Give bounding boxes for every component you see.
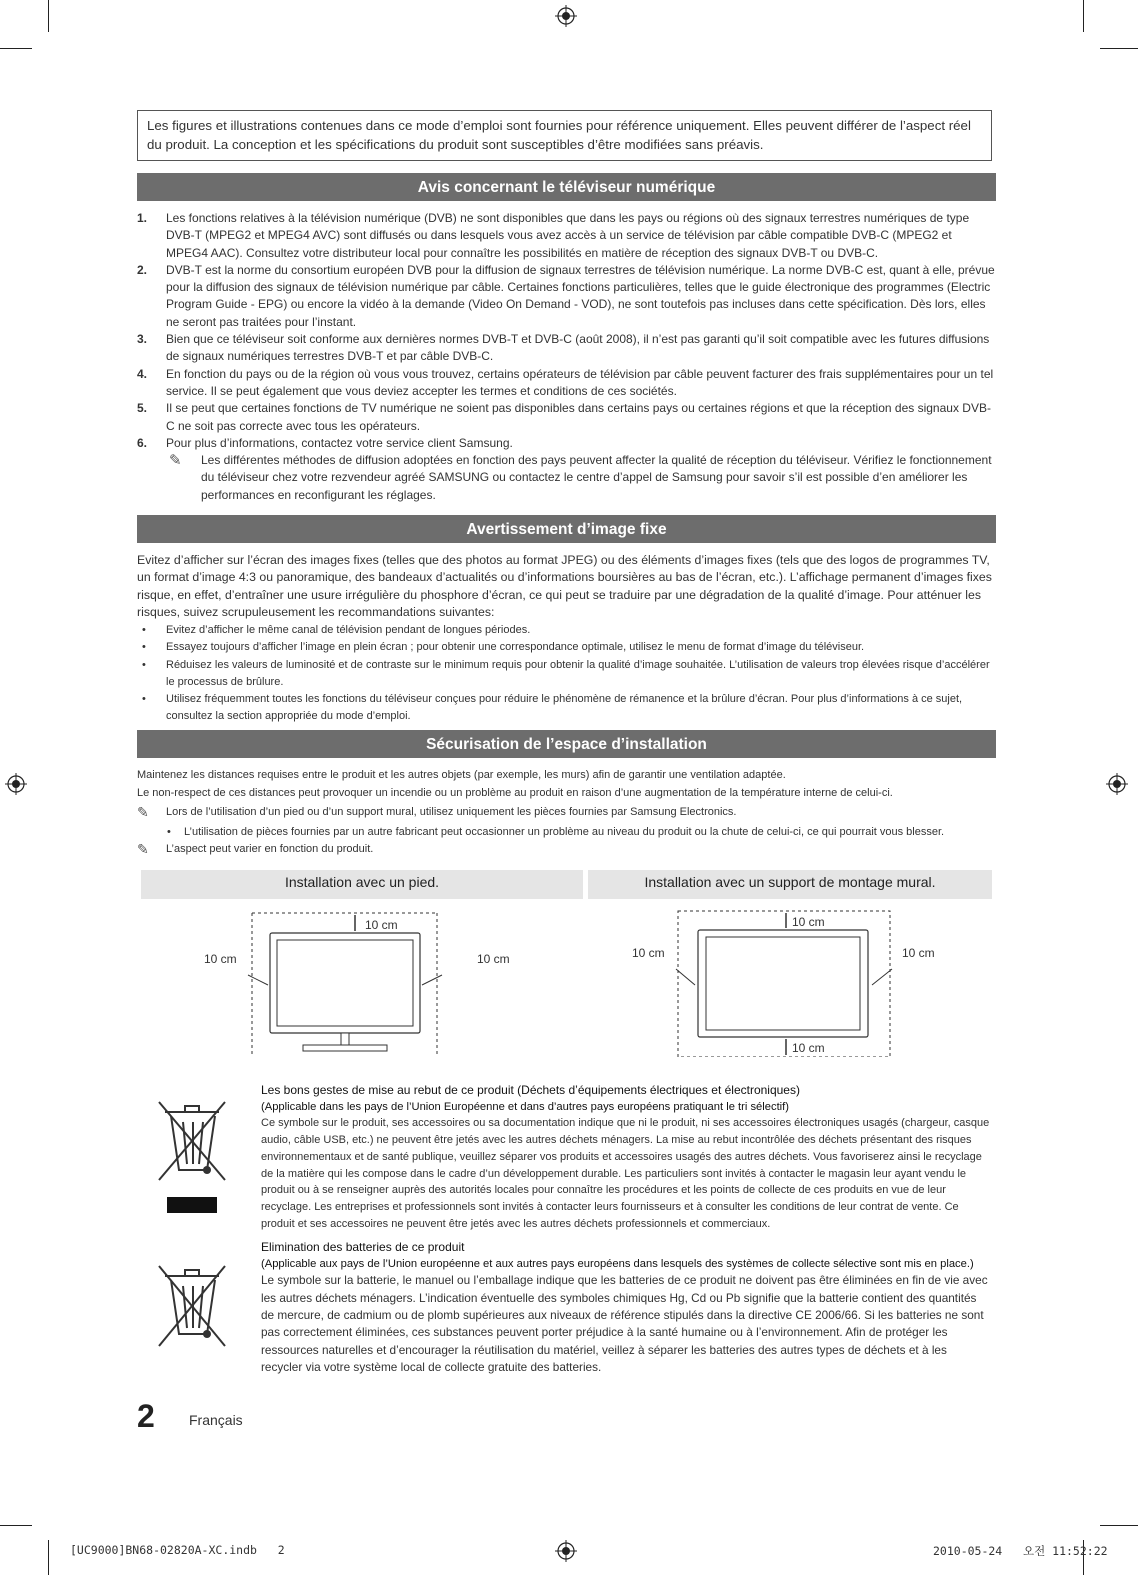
note-row: [137, 452, 997, 504]
clearance-arrow: [248, 975, 268, 985]
stand-base: [303, 1045, 387, 1051]
item-number: 4.: [137, 366, 148, 381]
section-title-digital-tv: Avis concernant le téléviseur numérique: [137, 173, 996, 201]
stand-install-title: Installation avec un pied.: [141, 870, 583, 899]
page-number: 2: [137, 1398, 155, 1434]
battery-body: Le symbole sur la batterie, le manuel ou l’emballage indique que les batteries de ce produit ne doivent pas être éliminées en fin de vie avec les autres déchets ménagers. L’indication éventuelle des symboles chimiques Hg, Cd ou Pb signifie que la batterie contient des quantités de mercure, de cadmium ou de plomb supérieures aux niveaux de référence stipulés dans la directive CE 2006/66. Si les batteries ne sont pas correctement éliminées, ces substances peuvent porter préjudice à la santé humaine ou à l’environnement. Afin de protéger les ressources naturelles et d’encourager la réutilisation du matériel, veillez à séparer les batteries des autres types de déchets et à les recycler via votre système local de collecte gratuite des batteries.: [261, 1273, 988, 1374]
footer-filename: [UC9000]BN68-02820A-XC.indb 2: [70, 1543, 285, 1557]
list-item: [137, 639, 997, 656]
wall-left-clearance: 10 cm: [632, 946, 665, 960]
list-item: [137, 622, 997, 639]
note-row: [137, 841, 997, 859]
registration-mark-icon: [555, 1540, 577, 1562]
item-number: 2.: [137, 262, 148, 277]
tv-screen: [706, 937, 860, 1030]
page-language: Français: [189, 1412, 243, 1428]
bullet-icon: •: [142, 641, 146, 654]
bullet-text: Essayez toujours d’afficher l’image en plein écran ; pour obtenir une correspondance optimale, utilisez le menu de format d’image du téléviseur.: [166, 641, 865, 654]
battery-title: Elimination des batteries de ce produit: [261, 1240, 465, 1254]
list-item: [137, 262, 997, 331]
weee-subtitle: (Applicable dans les pays de l’Union Européenne et dans d’autres pays européens pratiquant le tri sélectif): [261, 1100, 789, 1113]
item-number: 6.: [137, 435, 148, 450]
wall-install-title: Installation avec un support de montage mural.: [588, 870, 992, 899]
list-item: [137, 435, 997, 452]
stand-neck: [341, 1033, 349, 1045]
disclaimer-box: Les figures et illustrations contenues dans ce mode d’emploi sont fournies pour référence uniquement. Elles peuvent différer de l’aspect réel du produit. La conception et les spécifications du produit sont susceptibles d’être modifiées sans préavis.: [137, 110, 992, 161]
list-item: [137, 657, 997, 692]
crop-mark: [48, 0, 49, 32]
list-item: [137, 691, 997, 726]
crop-mark: [48, 1540, 49, 1575]
wall-installation-diagram: [640, 905, 930, 1057]
wall-top-clearance: 10 cm: [792, 915, 825, 929]
black-bar: [167, 1197, 217, 1213]
list-item: [137, 331, 997, 366]
note-text: Lors de l’utilisation d’un pied ou d’un support mural, utilisez uniquement les pièces fournies par Samsung Electronics.: [166, 806, 737, 818]
bullet-text: Réduisez les valeurs de luminosité et de contraste sur le minimum requis pour obtenir la qualité d’image souhaitée. L’utilisation de valeurs trop élevées risque d’accélérer le processus de brûlure.: [166, 658, 990, 688]
battery-section: [261, 1239, 991, 1376]
bullet-text: Utilisez fréquemment toutes les fonctions du téléviseur conçues pour réduire le phénomène de rémanence et la brûlure d’écran. Pour plus d’informations à ce sujet, consultez la section appropriée du mode d’emploi.: [166, 693, 963, 723]
item-number: 5.: [137, 401, 148, 416]
note-text: L’aspect peut varier en fonction du produit.: [166, 843, 374, 855]
stand-installation-diagram: [190, 905, 480, 1057]
list-item: [137, 400, 997, 435]
installation-text: [137, 767, 997, 859]
registration-mark-icon: [555, 5, 577, 27]
tv-screen: [277, 940, 413, 1026]
clearance-arrow: [422, 975, 442, 985]
bullet-icon: •: [142, 658, 146, 671]
item-text: Bien que ce téléviseur soit conforme aux dernières normes DVB-T et DVB-C (août 2008), il n’est pas garanti qu’il soit compatible avec les futures diffusions de signaux numériques terrestres DVB-T et par câble DVB-C.: [166, 332, 990, 364]
item-text: DVB-T est la norme du consortium européen DVB pour la diffusion de signaux terrestres de télévision numérique. La norme DVB-C est, quant à elle, prévue pour la diffusion des signaux de télévision numérique par câble. Certaines fonctions particulières, telles que le guide électronique des programmes (Electric Program Guide - EPG) ou encore la vidéo à la demande (Video On Demand - VOD), ne sont toutefois pas incluses dans cette spécification. Dès lors, elles ne seront pas traitées pour l’instant.: [166, 262, 995, 329]
pencil-note-icon: ✎: [137, 841, 149, 857]
wall-right-clearance: 10 cm: [902, 946, 935, 960]
weee-title: Les bons gestes de mise au rebut de ce produit (Déchets d’équipements électriques et électroniques): [261, 1083, 800, 1097]
item-number: 3.: [137, 332, 148, 347]
weee-section: [261, 1082, 991, 1232]
list-item: [137, 366, 997, 401]
crossed-bin-icon: [155, 1098, 230, 1216]
item-text: Il se peut que certaines fonctions de TV numérique ne soient pas disponibles dans certains pays ou certaines régions et que la réception des signaux DVB-C ne soit pas correcte avec tous les opérateurs.: [166, 401, 991, 433]
pencil-note-icon: ✎: [137, 804, 149, 820]
registration-mark-icon: [5, 773, 27, 795]
crossed-battery-bin-icon: [155, 1262, 230, 1352]
weee-body: Ce symbole sur le produit, ses accessoires ou sa documentation indique que ni le produit, ni ses accessoires électroniques usagés (chargeur, casque audio, câble USB, etc.) ne peuvent être jetés avec les autres déchets ménagers. La mise au rebut incontrôlée des déchets présentant des risques environnementaux et de santé publique, veuillez séparer vos produits et accessoires usagés des autres déchets. Vous favoriserez ainsi le recyclage de la matière qui les compose dans le cadre d’un développement durable. Les particuliers sont invités à contacter le magasin leur ayant vendu le produit ou à se renseigner auprès des autorités locales pour connaître les procédures et les points de collecte de ces produits en vue de leur recyclage. Les entreprises et professionnels sont invités à contacter leurs fournisseurs et à consulter les conditions de leur contrat de vente. Ce produit et ses accessoires ne peuvent être jetés avec les autres déchets professionnels et commerciaux.: [261, 1117, 990, 1230]
note-row: [137, 804, 997, 822]
bullet-icon: •: [142, 693, 146, 706]
crop-mark: [0, 48, 32, 49]
list-item: [137, 210, 997, 262]
stand-left-clearance: 10 cm: [204, 952, 237, 966]
installation-line: Le non-respect de ces distances peut provoquer un incendie ou un problème au produit en raison d’une augmentation de la température interne de celui-ci.: [137, 786, 893, 799]
bullet-icon: •: [142, 624, 146, 636]
stand-top-clearance: 10 cm: [365, 918, 398, 932]
battery-subtitle: (Applicable aux pays de l’Union européenne et aux autres pays européens dans lesquels des systèmes de collecte sélective sont mis en place.): [261, 1257, 974, 1270]
note-text: Les différentes méthodes de diffusion adoptées en fonction des pays peuvent affecter la qualité de réception du téléviseur. Vérifiez le fonctionnement du téléviseur chez votre rezvendeur agréé SAMSUNG ou contactez le centre d’appel de Samsung pour savoir s’il est possible d’en améliorer les performances en reconfigurant les réglages.: [201, 453, 992, 502]
wall-bottom-clearance: 10 cm: [792, 1041, 825, 1055]
still-image-bullets: [137, 622, 997, 726]
crop-mark: [0, 1525, 32, 1526]
section-title-still-image: Avertissement d’image fixe: [137, 515, 996, 543]
bullet-icon: •: [167, 825, 171, 838]
sub-bullet-text: L’utilisation de pièces fournies par un autre fabricant peut occasionner un problème au niveau du produit ou la chute de celui-ci, ce qui pourrait vous blesser.: [184, 825, 945, 838]
item-text: Pour plus d’informations, contactez votre service client Samsung.: [166, 435, 513, 450]
stand-right-clearance: 10 cm: [477, 952, 510, 966]
installation-line: Maintenez les distances requises entre le produit et les autres objets (par exemple, les murs) afin de garantir une ventilation adaptée.: [137, 769, 786, 781]
pencil-note-icon: ✎: [169, 452, 182, 470]
crop-mark: [1100, 48, 1138, 49]
digital-tv-list: [137, 210, 997, 504]
still-image-intro: Evitez d’afficher sur l’écran des images fixes (telles que des photos au format JPEG) ou des éléments d’images fixes (tels que des logos de programmes TV, un format d’image 4:3 ou panoramique, des bandeaux d’actualités ou d’informations boursières au bas de l’écran, etc.). L’affichage permanent d’images fixes risque, en effet, d’entraîner une usure irrégulière du phosphore d’écran, ce qui peut se traduire par une dégradation de la qualité d’image. Pour atténuer les risques, suivez scrupuleusement les recommandations suivantes:: [137, 553, 992, 619]
section-title-installation: Sécurisation de l’espace d’installation: [137, 730, 996, 758]
crop-mark: [1100, 1525, 1138, 1526]
sub-bullet-row: [137, 824, 997, 842]
bullet-text: Evitez d’afficher le même canal de télévision pendant de longues périodes.: [166, 624, 531, 636]
item-text: En fonction du pays ou de la région où vous vous trouvez, certains opérateurs de télévision par câble peuvent facturer des frais supplémentaires pour un tel service. Il se peut également que vous deviez accepter les termes et conditions de ces sociétés.: [166, 366, 994, 398]
clearance-arrow: [676, 969, 695, 985]
item-number: 1.: [137, 211, 148, 225]
item-text: Les fonctions relatives à la télévision numérique (DVB) ne sont disponibles que dans les pays ou régions où des signaux terrestres numériques de type DVB-T (MPEG2 et MPEG4 AVC) sont diffusés ou dans lesquels vous avez accès à un service de télévision par câble compatible DVB-C (MPEG2 et MPEG4 AAC). Consultez votre distributeur local pour connaître les possibilités en matière de réception des signaux DVB-T ou DVB-C.: [166, 211, 970, 260]
registration-mark-icon: [1106, 773, 1128, 795]
clearance-arrow: [872, 969, 892, 985]
footer-datetime: 2010-05-24 오전 11:52:22: [933, 1544, 1108, 1558]
crop-mark: [1083, 0, 1084, 32]
